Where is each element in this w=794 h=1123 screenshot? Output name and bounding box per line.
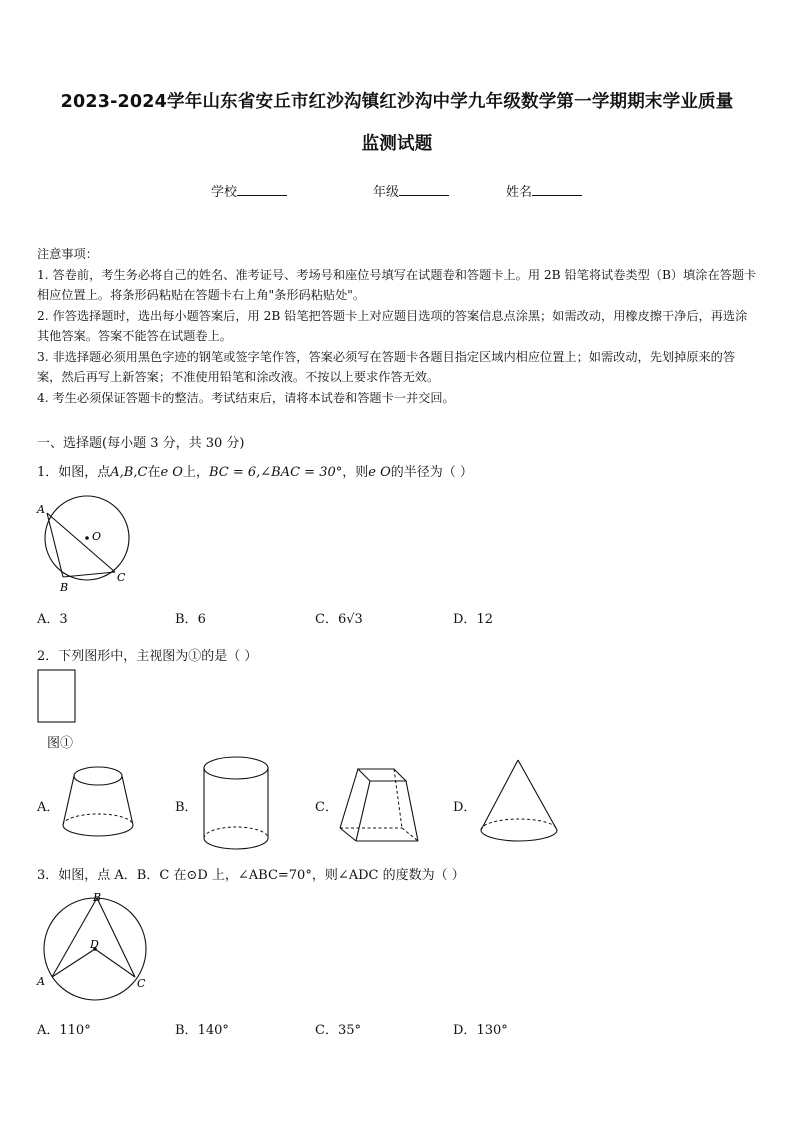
center-point: [85, 536, 89, 540]
q2-option-d[interactable]: D．: [453, 800, 477, 815]
label-c: C: [117, 571, 126, 584]
notes-heading: 注意事项：: [37, 247, 98, 261]
name-field: [506, 181, 582, 200]
segment-dc: [95, 949, 135, 977]
label-a: A: [37, 975, 45, 988]
prism-frustum-figure: [336, 765, 422, 843]
question-1-text: 1．如图，点A,B,C在e O上，BC = 6,∠BAC = 30°，则e O的半径为（ ）: [37, 465, 473, 480]
section-heading: 一、选择题(每小题 3 分，共 30 分): [37, 436, 245, 451]
document-title-line2: 监测试题: [361, 134, 433, 154]
segment-bc: [97, 898, 135, 977]
school-label: 学校: [211, 185, 238, 200]
segment-ad: [52, 949, 95, 977]
school-field: [211, 181, 287, 200]
front-view-figure: [37, 669, 77, 725]
notes-item-1: 1. 答卷前，考生务必将自己的姓名、准考证号、考场号和座位号填写在试题卷和答题卡上。用 2B 铅笔将试卷类型（B）填涂在答题卡相应位置上。将条形码粘贴在答题卡右上角"条形码粘贴处"。: [37, 267, 757, 302]
name-label: 姓名: [506, 185, 533, 200]
label-c: C: [137, 977, 146, 990]
document-title-line1: 2023-2024学年山东省安丘市红沙沟镇红沙沟中学九年级数学第一学期期末学业质量: [60, 92, 734, 112]
label-b: B: [93, 891, 102, 904]
q1-option-d[interactable]: D．12: [453, 612, 493, 627]
segment-ac: [47, 513, 115, 572]
grade-blank[interactable]: [399, 183, 449, 196]
grade-field: [373, 181, 449, 200]
notes-block: [37, 244, 759, 408]
cone-figure: [478, 758, 560, 848]
q3-option-c[interactable]: C．35°: [315, 1023, 361, 1038]
segment-ab: [47, 513, 63, 577]
figure-1-caption: 图①: [47, 736, 74, 751]
notes-item-2: 2. 作答选择题时，选出每小题答案后，用 2B 铅笔把答题卡上对应题目选项的答案信息点涂黑；如需改动，用橡皮擦干净后，再选涂其他答案。答案不能答在试题卷上。: [37, 308, 748, 343]
grade-label: 年级: [373, 185, 400, 200]
question-2-text: 2．下列图形中，主视图为①的是（ ）: [37, 649, 258, 664]
q3-option-d[interactable]: D．130°: [453, 1023, 508, 1038]
frustum-figure: [60, 765, 136, 843]
q2-option-b[interactable]: B．: [175, 800, 198, 815]
label-b: B: [60, 581, 69, 594]
label-o: O: [92, 530, 102, 543]
cylinder-figure: [201, 755, 271, 851]
notes-item-4: 4. 考生必须保证答题卡的整洁。考试结束后，请将本试卷和答题卡一并交回。: [37, 390, 455, 405]
q3-option-b[interactable]: B．140°: [175, 1023, 229, 1038]
label-d: D: [90, 938, 99, 951]
school-blank[interactable]: [237, 183, 287, 196]
front-view-rectangle: [38, 670, 75, 722]
question-3-figure: [34, 888, 152, 1010]
question-1-figure: [36, 498, 136, 594]
q1-option-c[interactable]: C．6√3: [315, 612, 363, 627]
label-a: A: [37, 503, 45, 516]
name-blank[interactable]: [532, 183, 582, 196]
q2-option-a[interactable]: A．: [37, 800, 60, 815]
q1-option-a[interactable]: A．3: [37, 612, 68, 627]
question-3-text: 3．如图，点 A．B．C 在⊙D 上，∠ABC=70°，则∠ADC 的度数为（ ）: [37, 868, 465, 883]
q2-option-c[interactable]: C．: [315, 800, 338, 815]
q1-option-b[interactable]: B．6: [175, 612, 206, 627]
notes-item-3: 3. 非选择题必须用黑色字迹的钢笔或签字笔作答，答案必须写在答题卡各题目指定区域内相应位置上；如需改动，先划掉原来的答案，然后再写上新答案；不准使用铅笔和涂改液。不按以上要求作答无效。: [37, 349, 736, 384]
q3-option-a[interactable]: A．110°: [37, 1023, 91, 1038]
